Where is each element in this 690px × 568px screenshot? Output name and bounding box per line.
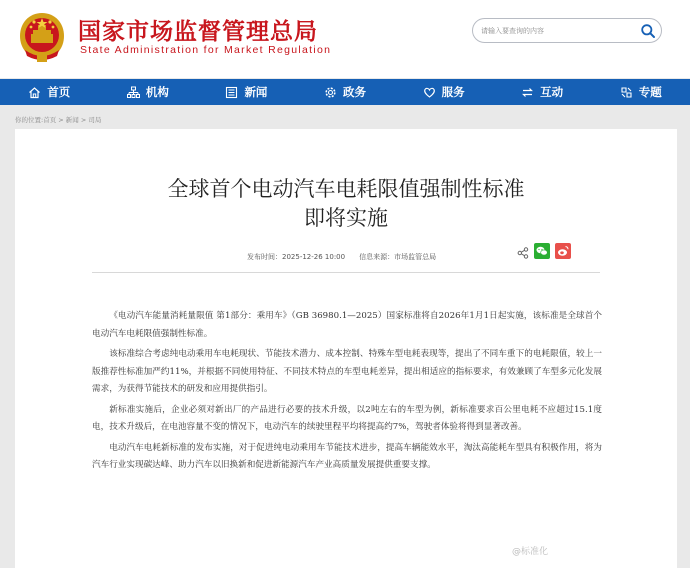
wechat-icon[interactable]: [534, 243, 550, 263]
article-paragraph: 新标准实施后，企业必须对新出厂的产品进行必要的技术升级，以2吨左右的车型为例，新标准要求百公里电耗不应超过15.1度电，技术升级后，在电池容量不变的情况下，电动汽车的续驶里程平均将提高约7%，驾驶者体验将得到显著改善。: [92, 404, 602, 432]
breadcrumb-prefix: 你的位置:: [15, 116, 44, 124]
weibo-icon[interactable]: [555, 243, 571, 263]
site-header: [0, 0, 690, 78]
nav-label: 政务: [343, 85, 367, 99]
meta-divider: [92, 272, 600, 273]
publish-time: 发布时间：2025-12-26 10:00: [247, 253, 346, 261]
article-body: [92, 308, 602, 478]
site-title-cn[interactable]: 国家市场监督管理总局: [78, 19, 318, 45]
exchange-icon: [521, 86, 534, 99]
nav-label: 首页: [47, 85, 71, 99]
breadcrumb-separator: >: [56, 116, 66, 124]
gear-icon: [324, 86, 337, 99]
home-icon: [28, 86, 41, 99]
nav-label: 机构: [145, 85, 169, 99]
breadcrumb-link-news[interactable]: 新闻: [65, 116, 79, 124]
site-title-en: State Administration for Market Regulation: [80, 44, 332, 56]
share-bar: [517, 245, 576, 261]
nav-item-government[interactable]: [296, 79, 395, 105]
article-paragraph: 电动汽车电耗新标准的发布实施，对于促进纯电动乘用车节能技术进步，提高车辆能效水平，淘汰高能耗车型具有积极作用，将为汽车行业实现碳达峰、助力汽车以旧换新和促进新能源汽车产业高质量发展提供重要支撑。: [92, 442, 602, 470]
nav-label: 服务: [441, 85, 465, 99]
breadcrumb-link-home[interactable]: 首页: [43, 116, 57, 124]
breadcrumb-link-department[interactable]: 司局: [88, 116, 102, 124]
nav-label: 新闻: [244, 85, 268, 99]
national-emblem-icon[interactable]: [17, 10, 67, 64]
article-title: [15, 175, 677, 233]
nav-item-topic[interactable]: [591, 79, 690, 105]
article-paragraph: 该标准综合考虑纯电动乘用车电耗现状、节能技术潜力、成本控制、特殊车型电耗表现等，提出了不同车重下的电耗限值，较上一版推荐性标准加严约11%，并根据不同使用特征、不同技术特点的车型电耗差异，提出相适应的指标要求，有效兼顾了车型多元化发展需求，为获得节能技术的研发和应用提供指引。: [92, 349, 602, 394]
topic-icon: [620, 86, 633, 99]
nav-item-service[interactable]: [394, 79, 493, 105]
nav-item-home[interactable]: [0, 79, 99, 105]
article-card: [15, 129, 677, 568]
nav-item-news[interactable]: [197, 79, 296, 105]
nav-item-interact[interactable]: [493, 79, 592, 105]
article-title-line2: 即将实施: [304, 206, 388, 230]
search-icon[interactable]: [640, 23, 656, 39]
heart-icon: [423, 86, 436, 99]
search-box: [472, 18, 662, 43]
nav-label: 互动: [540, 85, 564, 99]
breadcrumb: [15, 115, 101, 124]
share-icon[interactable]: [517, 244, 529, 263]
breadcrumb-separator: >: [78, 116, 89, 124]
search-input[interactable]: [481, 22, 631, 39]
newspaper-icon: [225, 86, 238, 99]
info-source: 信息来源：市场监管总局: [359, 253, 437, 261]
watermark: @标准化: [512, 547, 549, 557]
article-meta: [247, 252, 436, 262]
nav-label: 专题: [638, 85, 662, 99]
org-chart-icon: [127, 86, 140, 99]
nav-item-org[interactable]: [99, 79, 198, 105]
article-paragraph: 《电动汽车能量消耗量限值 第1部分：乘用车》（GB 36980.1—2025）国家标准将自2026年1月1日起实施，该标准是全球首个电动汽车电耗限值强制性标准。: [92, 311, 602, 339]
main-nav: [0, 79, 690, 105]
article-title-line1: 全球首个电动汽车电耗限值强制性标准: [167, 177, 525, 201]
